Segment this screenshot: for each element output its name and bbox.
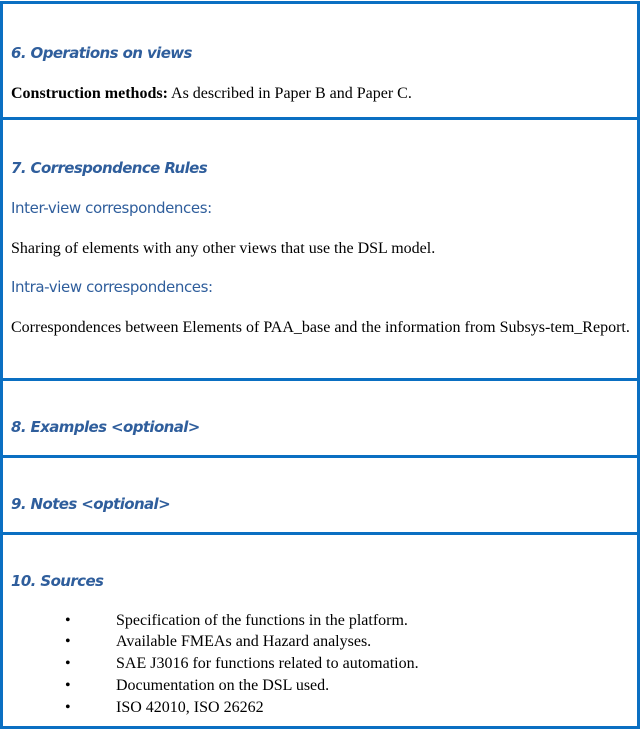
list-item: Available FMEAs and Hazard analyses. [116,633,372,650]
row-divider [3,455,637,458]
section-heading-correspondence: 7. Correspondence Rules [11,159,208,177]
construction-methods-value: As described in Paper B and Paper C. [167,85,412,102]
document-table [0,1,640,729]
inter-view-text: Sharing of elements with any other views that use the DSL model. [11,240,436,257]
bullet-icon: • [65,633,71,650]
section-heading-notes: 9. Notes <optional> [11,495,171,513]
section-heading-operations: 6. Operations on views [11,44,192,62]
intra-view-text: Correspondences between Elements of PAA_base and the information from Subsys-tem_Report. [11,319,630,336]
bullet-icon: • [65,677,71,694]
bullet-icon: • [65,699,71,716]
list-item: Documentation on the DSL used. [116,677,330,694]
list-item: SAE J3016 for functions related to automation. [116,655,419,672]
construction-methods-label: Construction methods: [11,85,168,102]
list-item: ISO 42010, ISO 26262 [116,699,264,716]
list-item: Specification of the functions in the platform. [116,612,408,629]
row-divider [3,378,637,381]
section-heading-sources: 10. Sources [11,572,104,590]
bullet-icon: • [65,612,71,629]
row-divider [3,117,637,120]
bullet-icon: • [65,655,71,672]
intra-view-label: Intra-view correspondences: [11,278,213,296]
inter-view-label: Inter-view correspondences: [11,199,212,217]
section-heading-examples: 8. Examples <optional> [11,418,200,436]
row-divider [3,532,637,535]
construction-methods-text [11,82,631,105]
